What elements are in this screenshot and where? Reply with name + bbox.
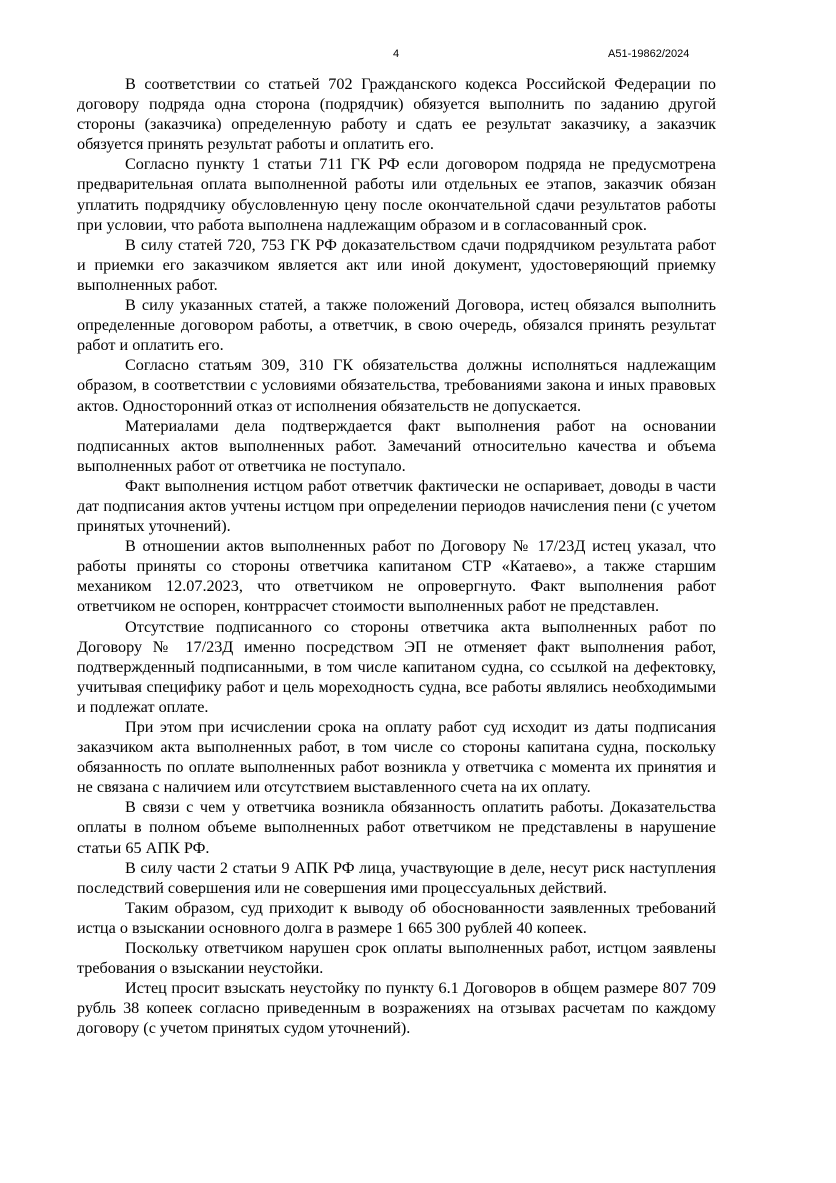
page-number: 4 [393,48,400,60]
paragraph: В силу указанных статей, а также положений Договора, истец обязался выполнить определенные договором работы, а ответчик, в свою очередь, обязался принять результат работ и оплатить его. [77,296,716,355]
paragraph: Материалами дела подтверждается факт выполнения работ на основании подписанных актов выполненных работ. Замечаний относительно качества и объема выполненных работ от ответчика не поступало. [77,416,716,475]
paragraph: Факт выполнения истцом работ ответчик фактически не оспаривает, доводы в части дат подписания актов учтены истцом при определении периодов начисления пени (с учетом принятых уточнений). [77,476,716,536]
paragraph: При этом при исчислении срока на оплату работ суд исходит из даты подписания заказчиком акта выполненных работ, в том числе со стороны капитана судна, поскольку обязанность по оплате выполненных работ возникла у ответчика с момента их принятия и не связана с наличием или отсутствием выставленного счета на их оплату. [77,718,716,797]
paragraph: Истец просит взыскать неустойку по пункту 6.1 Договоров в общем размере 807 709 рубль 38 копеек согласно приведенным в возражениях на отзывах расчетам по каждому договору (с учетом принятых судом уточнений). [77,979,716,1038]
paragraph: В силу статей 720, 753 ГК РФ доказательством сдачи подрядчиком результата работ и приемки его заказчиком является акт или иной документ, удостоверяющий приемку выполненных работ. [77,235,716,294]
page-header [0,46,836,64]
paragraph: Согласно пункту 1 статьи 711 ГК РФ если договором подряда не предусмотрена предварительная оплата выполненной работы или отдельных ее этапов, заказчик обязан уплатить подрядчику обусловленную цену после окончательной сдачи результатов работы при условии, что работа выполнена надлежащим образом и в согласованный срок. [77,155,716,234]
paragraph: Поскольку ответчиком нарушен срок оплаты выполненных работ, истцом заявлены требования о взыскании неустойки. [77,939,716,978]
paragraph: В соответствии со статьей 702 Гражданского кодекса Российской Федерации по договору подряда одна сторона (подрядчик) обязуется выполнить по заданию другой стороны (заказчика) определенную работу и сдать ее результат заказчику, а заказчик обязуется принять результат работы и оплатить его. [77,75,716,154]
paragraph: В силу части 2 статьи 9 АПК РФ лица, участвующие в деле, несут риск наступления последствий совершения или не совершения ими процессуальных действий. [77,858,716,897]
paragraph: Таким образом, суд приходит к выводу об обоснованности заявленных требований истца о взыскании основного долга в размере 1 665 300 рублей 40 копеек. [77,898,716,937]
case-number: А51-19862/2024 [608,48,690,60]
paragraph: Согласно статьям 309, 310 ГК обязательства должны исполняться надлежащим образом, в соответствии с условиями обязательства, требованиями закона и иных правовых актов. Односторонний отказ от исполнения обязательств не допускается. [77,356,716,415]
document-body [77,74,716,1039]
paragraph: Отсутствие подписанного со стороны ответчика акта выполненных работ по Договору № 17/23Д именно посредством ЭП не отменяет факт выполнения работ, подтвержденный подписанными, в том числе капитаном судна, со ссылкой на дефектовку, учитывая специфику работ и цель мореходность судна, все работы являлись необходимыми и подлежат оплате. [77,617,716,716]
paragraph: В отношении актов выполненных работ по Договору № 17/23Д истец указал, что работы приняты со стороны ответчика капитаном СТР «Катаево», а также старшим механиком 12.07.2023, что ответчиком не опровергнуто. Факт выполнения работ ответчиком не оспорен, контррасчет стоимости выполненных работ не представлен. [77,537,716,616]
paragraph: В связи с чем у ответчика возникла обязанность оплатить работы. Доказательства оплаты в полном объеме выполненных работ ответчиком не представлены в нарушение статьи 65 АПК РФ. [77,798,716,857]
